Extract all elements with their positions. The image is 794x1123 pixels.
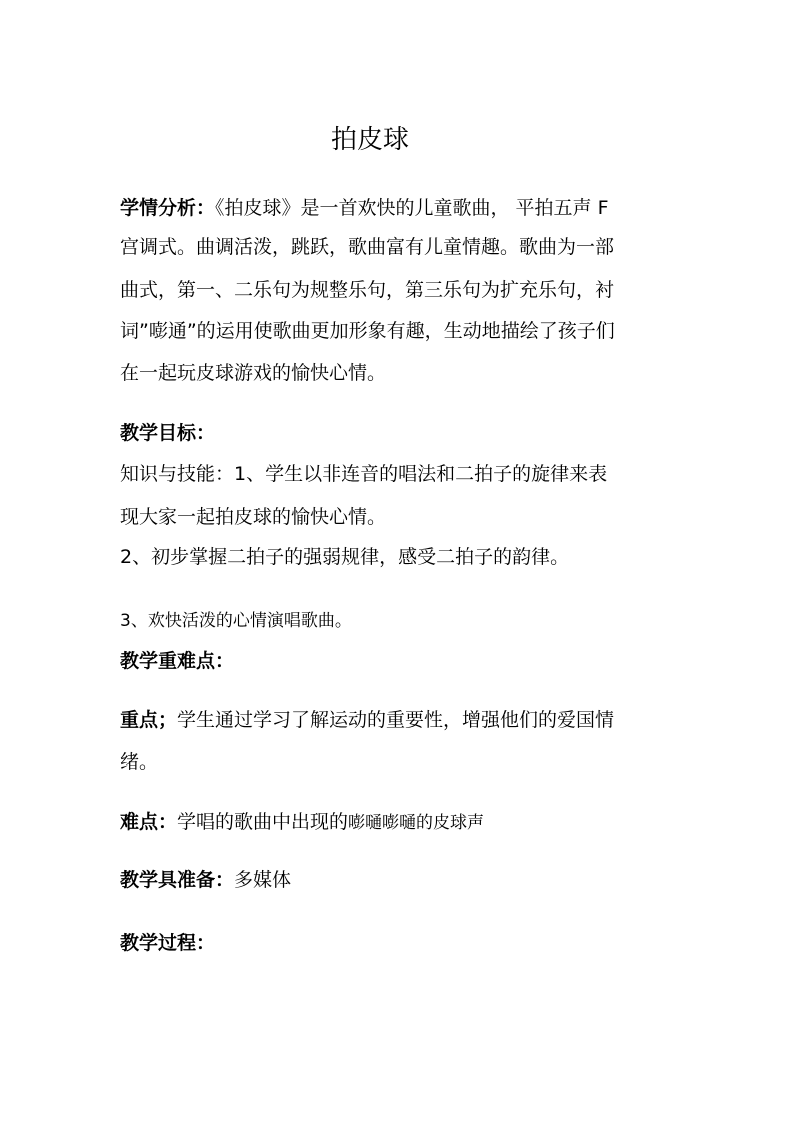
- analysis-line-2: 宫调式。曲调活泼，跳跃，歌曲富有儿童情趣。歌曲为一部: [120, 236, 615, 258]
- key-difficult-heading: 教学重难点：: [120, 650, 235, 672]
- goals-line-2: 现大家一起拍皮球的愉快心情。: [120, 506, 387, 528]
- difficult-point-text-small: 嘭嗵嘭嗵的皮球声: [348, 813, 485, 833]
- process-heading: 教学过程：: [120, 932, 216, 954]
- analysis-line-3: 曲式，第一、二乐句为规整乐句，第三乐句为扩充乐句，衬: [120, 279, 615, 301]
- difficult-point-line: [120, 808, 484, 837]
- difficult-point-text: 学唱的歌曲中出现的: [177, 811, 349, 833]
- key-point-label: 重点；: [120, 709, 178, 731]
- document-title: 拍皮球: [330, 125, 409, 155]
- goals-line-3: 2、初步掌握二拍子的强弱规律，感受二拍子的韵律。: [120, 546, 570, 568]
- goals-heading: 教学目标：: [120, 422, 216, 444]
- prep-line: [120, 866, 291, 894]
- analysis-text-1: 《拍皮球》是一首欢快的儿童歌曲， 平拍五声 F: [215, 197, 609, 219]
- prep-text: 多媒体: [234, 869, 292, 891]
- analysis-line-5: 在一起玩皮球游戏的愉快心情。: [120, 362, 387, 384]
- key-point-line-2: 绪。: [120, 751, 159, 773]
- key-point-text-1: 学生通过学习了解运动的重要性，增强他们的爱国情: [177, 709, 615, 731]
- goals-line-4: 3、欢快活泼的心情演唱歌曲。: [120, 611, 352, 631]
- analysis-line-1: [120, 194, 609, 222]
- key-point-line-1: [120, 706, 614, 734]
- analysis-line-4: 词”嘭通”的运用使歌曲更加形象有趣，生动地描绘了孩子们: [120, 320, 615, 342]
- difficult-point-label: 难点：: [120, 811, 178, 833]
- goals-line-1: 知识与技能：1、学生以非连音的唱法和二拍子的旋律来表: [120, 463, 608, 485]
- prep-label: 教学具准备：: [120, 869, 235, 891]
- analysis-label: 学情分析：: [120, 197, 216, 219]
